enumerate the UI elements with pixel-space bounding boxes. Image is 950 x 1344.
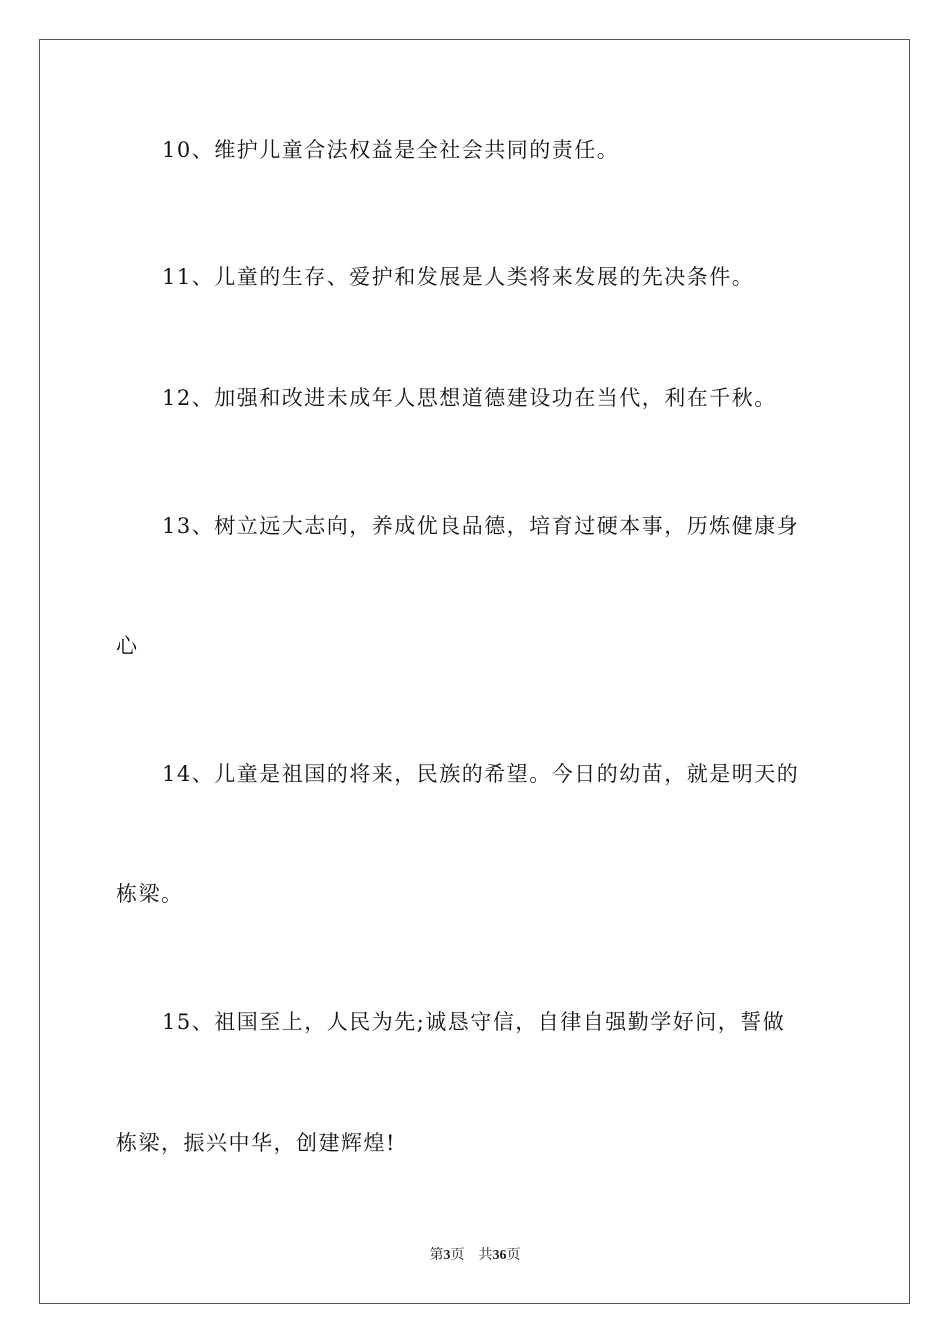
paragraph-13-line-2: 心 bbox=[116, 634, 139, 658]
paragraph-10: 10、维护儿童合法权益是全社会共同的责任。 bbox=[162, 138, 620, 162]
paragraph-14-line-1: 14、儿童是祖国的将来，民族的希望。今日的幼苗，就是明天的 bbox=[162, 762, 800, 786]
paragraph-15-line-1: 15、祖国至上，人民为先;诚恳守信，自律自强勤学好问，誓做 bbox=[162, 1010, 786, 1034]
page-border bbox=[39, 39, 910, 1304]
footer-page-prefix: 第 bbox=[429, 1248, 444, 1263]
paragraph-13-line-1: 13、树立远大志向，养成优良品德，培育过硬本事，历炼健康身 bbox=[162, 514, 800, 538]
paragraph-11: 11、儿童的生存、爱护和发展是人类将来发展的先决条件。 bbox=[162, 265, 755, 289]
footer-page-suffix: 页 bbox=[450, 1248, 465, 1263]
paragraph-14-line-2: 栋梁。 bbox=[116, 882, 184, 906]
footer-total-suffix: 页 bbox=[506, 1248, 521, 1263]
footer-total-number: 36 bbox=[492, 1248, 507, 1263]
page-footer bbox=[0, 1246, 950, 1266]
paragraph-15-line-2: 栋梁，振兴中华，创建辉煌! bbox=[116, 1131, 396, 1155]
paragraph-12: 12、加强和改进未成年人思想道德建设功在当代，利在千秋。 bbox=[162, 386, 777, 410]
footer-total-prefix: 共 bbox=[478, 1248, 493, 1263]
footer-page-number: 3 bbox=[443, 1248, 451, 1263]
